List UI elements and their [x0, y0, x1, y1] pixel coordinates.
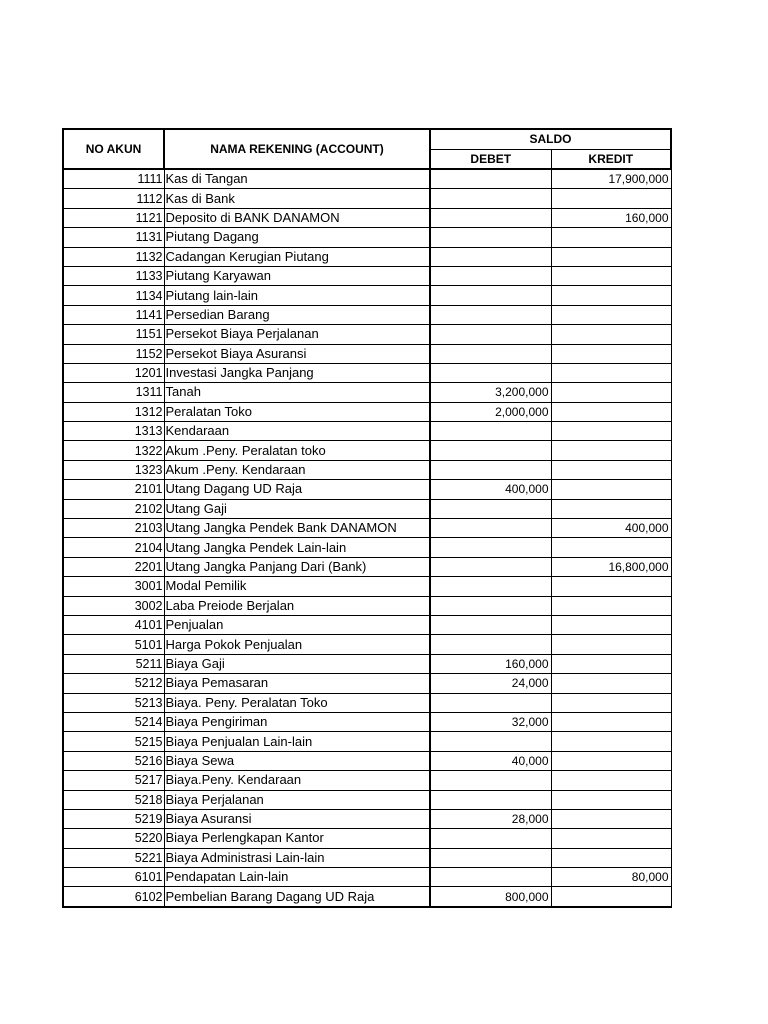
account-name-cell: Biaya Administrasi Lain-lain: [164, 848, 430, 867]
table-row: [63, 344, 671, 363]
account-code-cell: 1131: [63, 228, 164, 247]
account-name-cell: Persekot Biaya Asuransi: [164, 344, 430, 363]
account-code-cell: 1121: [63, 208, 164, 227]
debet-cell: 800,000: [430, 887, 551, 907]
header-kredit: KREDIT: [551, 149, 671, 169]
kredit-cell: [551, 596, 671, 615]
account-name-cell: Peralatan Toko: [164, 402, 430, 421]
debet-cell: [430, 848, 551, 867]
account-code-cell: 5215: [63, 732, 164, 751]
account-code-cell: 2201: [63, 557, 164, 576]
kredit-cell: [551, 480, 671, 499]
account-code-cell: 1313: [63, 422, 164, 441]
kredit-cell: 16,800,000: [551, 557, 671, 576]
table-row: [63, 596, 671, 615]
kredit-cell: [551, 732, 671, 751]
debet-cell: [430, 519, 551, 538]
account-name-cell: Penjualan: [164, 615, 430, 634]
account-name-cell: Harga Pokok Penjualan: [164, 635, 430, 654]
table-body: [63, 169, 671, 907]
account-code-cell: 5218: [63, 790, 164, 809]
header-saldo: SALDO: [430, 129, 671, 149]
debet-cell: [430, 266, 551, 285]
account-code-cell: 1201: [63, 363, 164, 382]
table-row: [63, 441, 671, 460]
kredit-cell: [551, 441, 671, 460]
table-row: [63, 189, 671, 208]
account-name-cell: Biaya Gaji: [164, 654, 430, 673]
account-code-cell: 1133: [63, 266, 164, 285]
table-row: [63, 538, 671, 557]
debet-cell: 24,000: [430, 674, 551, 693]
header-nama-rekening: NAMA REKENING (ACCOUNT): [164, 129, 430, 169]
account-code-cell: 5221: [63, 848, 164, 867]
kredit-cell: 17,900,000: [551, 169, 671, 189]
account-name-cell: Biaya Perlengkapan Kantor: [164, 829, 430, 848]
account-code-cell: 6102: [63, 887, 164, 907]
table-row: [63, 460, 671, 479]
debet-cell: [430, 169, 551, 189]
account-code-cell: 5216: [63, 751, 164, 770]
debet-cell: [430, 771, 551, 790]
table-row: [63, 325, 671, 344]
account-name-cell: Biaya Pengiriman: [164, 712, 430, 731]
debet-cell: [430, 732, 551, 751]
account-name-cell: Piutang lain-lain: [164, 286, 430, 305]
debet-cell: [430, 499, 551, 518]
account-code-cell: 1112: [63, 189, 164, 208]
account-name-cell: Deposito di BANK DANAMON: [164, 208, 430, 227]
kredit-cell: [551, 247, 671, 266]
account-name-cell: Kas di Bank: [164, 189, 430, 208]
account-name-cell: Utang Dagang UD Raja: [164, 480, 430, 499]
header-debet: DEBET: [430, 149, 551, 169]
account-name-cell: Kendaraan: [164, 422, 430, 441]
account-name-cell: Piutang Karyawan: [164, 266, 430, 285]
account-code-cell: 1132: [63, 247, 164, 266]
account-name-cell: Modal Pemilik: [164, 577, 430, 596]
table-row: [63, 887, 671, 907]
account-name-cell: Akum .Peny. Kendaraan: [164, 460, 430, 479]
account-code-cell: 5211: [63, 654, 164, 673]
debet-cell: 28,000: [430, 809, 551, 828]
account-name-cell: Utang Gaji: [164, 499, 430, 518]
kredit-cell: [551, 577, 671, 596]
kredit-cell: [551, 383, 671, 402]
table-row: [63, 577, 671, 596]
debet-cell: [430, 189, 551, 208]
kredit-cell: [551, 499, 671, 518]
table-row: [63, 519, 671, 538]
debet-cell: [430, 829, 551, 848]
table-row: [63, 402, 671, 421]
kredit-cell: [551, 325, 671, 344]
account-name-cell: Biaya Perjalanan: [164, 790, 430, 809]
account-name-cell: Pendapatan Lain-lain: [164, 868, 430, 887]
kredit-cell: [551, 538, 671, 557]
table-row: [63, 635, 671, 654]
account-code-cell: 2103: [63, 519, 164, 538]
kredit-cell: [551, 615, 671, 634]
table-row: [63, 771, 671, 790]
table-row: [63, 266, 671, 285]
account-name-cell: Biaya. Peny. Peralatan Toko: [164, 693, 430, 712]
table-row: [63, 305, 671, 324]
table-row: [63, 615, 671, 634]
account-code-cell: 1312: [63, 402, 164, 421]
debet-cell: [430, 577, 551, 596]
debet-cell: [430, 868, 551, 887]
table-row: [63, 169, 671, 189]
account-code-cell: 1141: [63, 305, 164, 324]
kredit-cell: [551, 693, 671, 712]
kredit-cell: [551, 674, 671, 693]
account-code-cell: 5214: [63, 712, 164, 731]
account-name-cell: Biaya Pemasaran: [164, 674, 430, 693]
account-code-cell: 5219: [63, 809, 164, 828]
account-code-cell: 2101: [63, 480, 164, 499]
debet-cell: 400,000: [430, 480, 551, 499]
account-name-cell: Biaya Sewa: [164, 751, 430, 770]
kredit-cell: [551, 809, 671, 828]
kredit-cell: [551, 189, 671, 208]
account-name-cell: Utang Jangka Pendek Lain-lain: [164, 538, 430, 557]
account-code-cell: 6101: [63, 868, 164, 887]
table-row: [63, 732, 671, 751]
account-name-cell: Utang Jangka Pendek Bank DANAMON: [164, 519, 430, 538]
kredit-cell: [551, 654, 671, 673]
kredit-cell: [551, 305, 671, 324]
account-name-cell: Investasi Jangka Panjang: [164, 363, 430, 382]
debet-cell: [430, 305, 551, 324]
table-row: [63, 751, 671, 770]
table-header: [63, 129, 671, 169]
table-row: [63, 654, 671, 673]
kredit-cell: [551, 228, 671, 247]
kredit-cell: [551, 460, 671, 479]
debet-cell: [430, 693, 551, 712]
table-row: [63, 383, 671, 402]
kredit-cell: 400,000: [551, 519, 671, 538]
account-name-cell: Biaya Penjualan Lain-lain: [164, 732, 430, 751]
debet-cell: [430, 557, 551, 576]
kredit-cell: 160,000: [551, 208, 671, 227]
debet-cell: [430, 635, 551, 654]
account-code-cell: 5217: [63, 771, 164, 790]
kredit-cell: [551, 422, 671, 441]
kredit-cell: [551, 286, 671, 305]
kredit-cell: [551, 887, 671, 907]
table-row: [63, 868, 671, 887]
debet-cell: 160,000: [430, 654, 551, 673]
kredit-cell: [551, 402, 671, 421]
account-name-cell: Persekot Biaya Perjalanan: [164, 325, 430, 344]
table-row: [63, 693, 671, 712]
table-row: [63, 480, 671, 499]
kredit-cell: [551, 344, 671, 363]
account-code-cell: 5213: [63, 693, 164, 712]
account-code-cell: 2102: [63, 499, 164, 518]
account-name-cell: Kas di Tangan: [164, 169, 430, 189]
table-row: [63, 557, 671, 576]
debet-cell: [430, 615, 551, 634]
table-row: [63, 247, 671, 266]
account-code-cell: 1111: [63, 169, 164, 189]
kredit-cell: [551, 848, 671, 867]
table-row: [63, 829, 671, 848]
debet-cell: [430, 460, 551, 479]
account-code-cell: 2104: [63, 538, 164, 557]
kredit-cell: [551, 712, 671, 731]
account-name-cell: Laba Preiode Berjalan: [164, 596, 430, 615]
kredit-cell: [551, 363, 671, 382]
table-row: [63, 848, 671, 867]
debet-cell: 40,000: [430, 751, 551, 770]
debet-cell: 32,000: [430, 712, 551, 731]
account-code-cell: 5212: [63, 674, 164, 693]
account-code-cell: 1311: [63, 383, 164, 402]
kredit-cell: [551, 751, 671, 770]
account-code-cell: 1152: [63, 344, 164, 363]
table-row: [63, 363, 671, 382]
account-name-cell: Tanah: [164, 383, 430, 402]
kredit-cell: 80,000: [551, 868, 671, 887]
table-row: [63, 809, 671, 828]
table-row: [63, 499, 671, 518]
kredit-cell: [551, 829, 671, 848]
account-name-cell: Pembelian Barang Dagang UD Raja: [164, 887, 430, 907]
account-code-cell: 1151: [63, 325, 164, 344]
account-name-cell: Biaya.Peny. Kendaraan: [164, 771, 430, 790]
debet-cell: [430, 363, 551, 382]
table-row: [63, 712, 671, 731]
account-code-cell: 1134: [63, 286, 164, 305]
debet-cell: [430, 422, 551, 441]
account-code-cell: 3001: [63, 577, 164, 596]
account-name-cell: Biaya Asuransi: [164, 809, 430, 828]
account-name-cell: Persedian Barang: [164, 305, 430, 324]
account-code-cell: 4101: [63, 615, 164, 634]
table-row: [63, 228, 671, 247]
kredit-cell: [551, 266, 671, 285]
debet-cell: [430, 208, 551, 227]
debet-cell: [430, 790, 551, 809]
debet-cell: [430, 538, 551, 557]
debet-cell: [430, 286, 551, 305]
account-code-cell: 5101: [63, 635, 164, 654]
account-name-cell: Utang Jangka Panjang Dari (Bank): [164, 557, 430, 576]
table-row: [63, 674, 671, 693]
account-name-cell: Piutang Dagang: [164, 228, 430, 247]
table-row: [63, 286, 671, 305]
debet-cell: [430, 441, 551, 460]
debet-cell: [430, 228, 551, 247]
table-row: [63, 422, 671, 441]
kredit-cell: [551, 790, 671, 809]
debet-cell: [430, 247, 551, 266]
account-code-cell: 3002: [63, 596, 164, 615]
debet-cell: [430, 596, 551, 615]
kredit-cell: [551, 771, 671, 790]
debet-cell: 2,000,000: [430, 402, 551, 421]
account-code-cell: 5220: [63, 829, 164, 848]
account-code-cell: 1322: [63, 441, 164, 460]
header-no-akun: NO AKUN: [63, 129, 164, 169]
table-row: [63, 208, 671, 227]
table-row: [63, 790, 671, 809]
debet-cell: [430, 325, 551, 344]
account-code-cell: 1323: [63, 460, 164, 479]
account-name-cell: Akum .Peny. Peralatan toko: [164, 441, 430, 460]
trial-balance-table: [62, 128, 672, 908]
debet-cell: 3,200,000: [430, 383, 551, 402]
kredit-cell: [551, 635, 671, 654]
debet-cell: [430, 344, 551, 363]
account-name-cell: Cadangan Kerugian Piutang: [164, 247, 430, 266]
